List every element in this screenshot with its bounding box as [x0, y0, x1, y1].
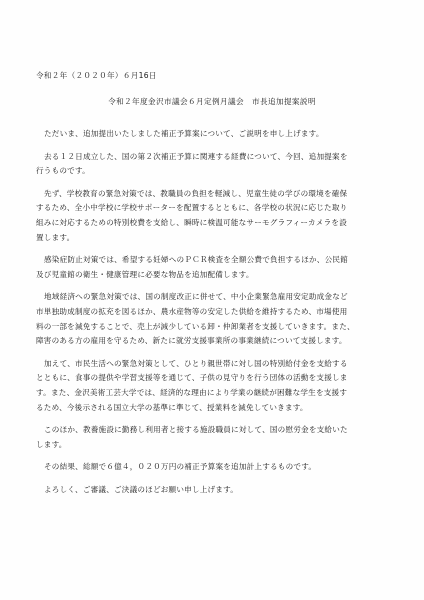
paragraph-line: 感染症防止対策では、希望する妊婦へのＰＣＲ検査を全額公費で負担するほか、公民館: [44, 255, 348, 265]
paragraph-facility-staff: [36, 423, 396, 452]
paragraph-line: 加えて、市民生活への緊急対策として、ひとり親世帯に対し国の特別給付金を支給する: [44, 358, 348, 368]
paragraph-line: 先ず、学校教育の緊急対策では、教職員の負担を軽減し、児童生徒の学びの環境を確保: [44, 188, 348, 198]
paragraph-supplementary-budget: [36, 150, 396, 179]
paragraph-line: す。また、金沢美術工芸大学では、経済的な理由により学業の継続が困難な学生を支援す: [36, 387, 348, 397]
paragraph-line: よろしく、ご審議、ご決議のほどお願い申し上げます。: [44, 484, 239, 494]
paragraph-line: するため、全小中学校に学校サポーターを配置するとともに、各学校の状況に応じた取り: [36, 203, 348, 213]
paragraph-citizen-life: [36, 357, 396, 415]
paragraph-line: 行うものです。: [36, 166, 90, 176]
paragraph-line: このほか、教養施設に勤務し利用者と接する施設職員に対して、国の慰労金を支給いた: [44, 425, 348, 435]
paragraph-line: その結果、総額で６億４，０２０万円の補正予算案を追加計上するものです。: [44, 462, 317, 472]
paragraph-line: とともに、食事の提供や学習支援等を通じて、子供の見守りを行う団体の活動を支援しま: [36, 373, 348, 383]
paragraph-infection-prevention: [36, 253, 396, 282]
paragraph-school-education: [36, 187, 396, 245]
paragraph-line: 障害のある方の雇用を守るため、新たに就労支援事業所の事業継続について支援します。: [36, 336, 347, 346]
paragraph-local-economy: [36, 290, 396, 348]
paragraph-line: 置します。: [36, 232, 75, 242]
paragraph-line: 組みに対応するための特別校費を支給し、瞬時に検温可能なサーモグラフィーカメラを設: [36, 217, 347, 227]
paragraph-line: 去る１２日成立した、国の第２次補正予算に関連する経費について、今回、追加提案を: [44, 151, 348, 161]
document-title: 令和２年度金沢市議会６月定例月議会 市長追加提案説明: [108, 97, 316, 106]
paragraph-total-amount: [36, 460, 396, 475]
paragraph-line: 地域経済への緊急対策では、国の制度改正に併せて、中小企業緊急雇用安定助成金など: [44, 292, 348, 302]
paragraph-line: 及び児童館の衛生・健康管理に必要な物品を追加配備します。: [36, 269, 254, 279]
document-date: 令和２年（２０２０年）６月16日: [36, 71, 157, 80]
paragraph-line: ただいま、追加提出いたしました補正予算案について、ご説明を申し上げます。: [44, 129, 324, 138]
paragraph-line: します。: [36, 439, 67, 449]
paragraph-line: 料の一部を減免することで、売上が減少している卸・仲卸業者を支援していきます。また、: [36, 321, 355, 331]
paragraph-line: 市単独助成制度の拡充を図るほか、農水産物等の安定した供給を維持するため、市場使用: [36, 306, 348, 316]
document-body: [36, 127, 396, 505]
paragraph-intro: [36, 127, 396, 142]
paragraph-closing: [36, 483, 396, 498]
paragraph-line: るため、今後示される国立大学の基準に準じて、授業料を減免していきます。: [36, 402, 308, 412]
